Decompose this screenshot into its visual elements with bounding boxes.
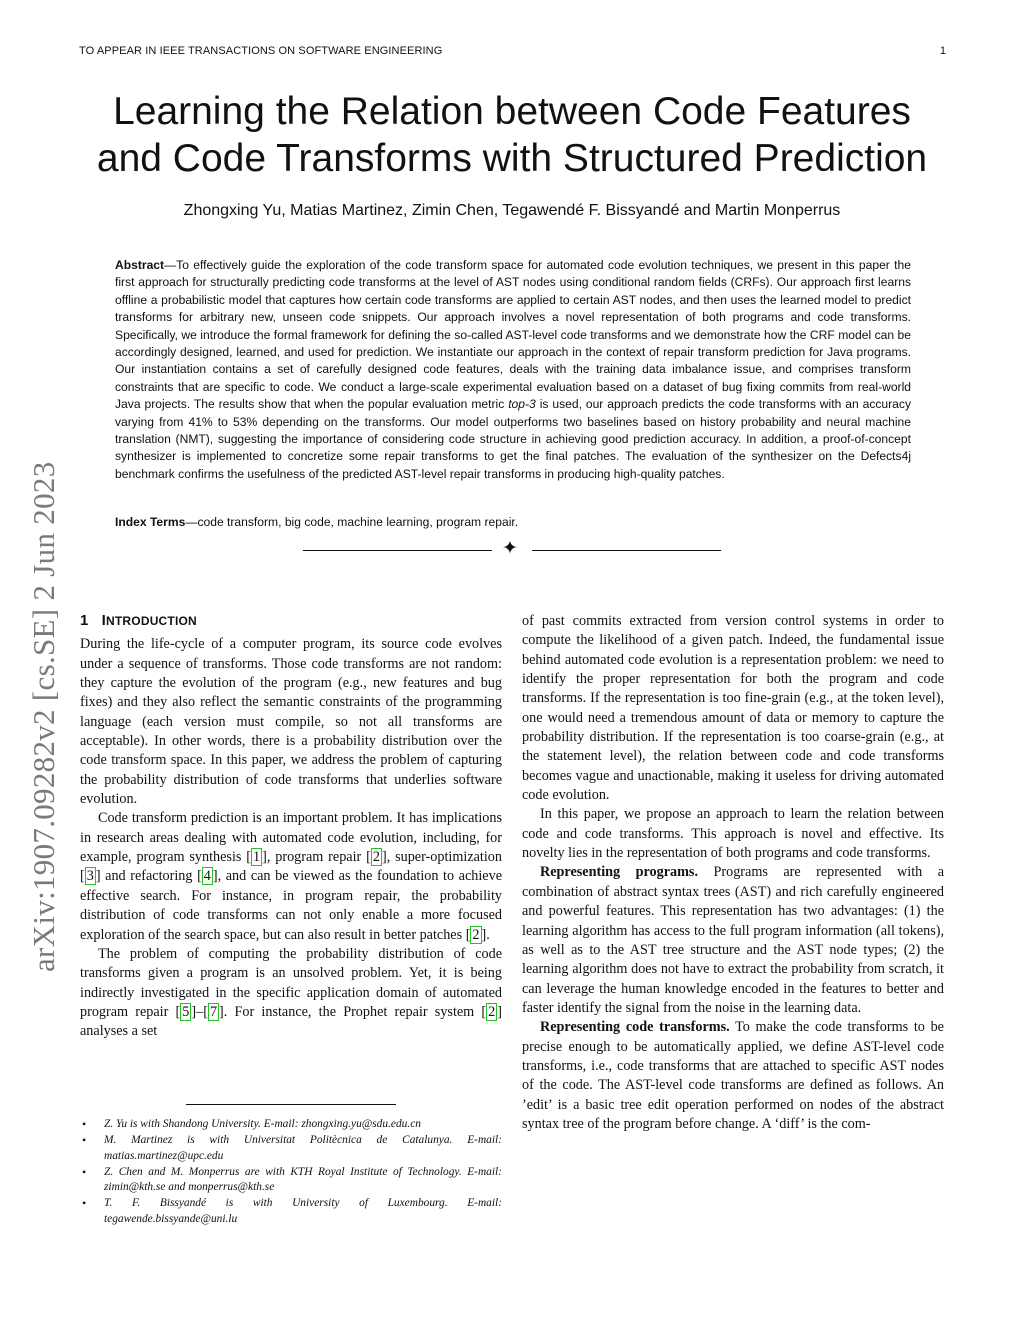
footnotes	[80, 1117, 502, 1228]
section-title-rest: NTRODUCTION	[106, 614, 197, 628]
footnote-item: • M. Martinez is with Universitat Politècnica de Catalunya. E-mail: matias.martinez@upc.edu	[82, 1133, 502, 1162]
title-line-2: and Code Transforms with Structured Prediction	[96, 137, 928, 180]
citation-link[interactable]: 5	[182, 1003, 190, 1020]
left-column	[80, 611, 502, 1042]
abstract-label: Abstract	[115, 258, 165, 272]
citation-link[interactable]: 4	[203, 868, 211, 885]
running-header-journal: TO APPEAR IN IEEE TRANSACTIONS ON SOFTWARE ENGINEERING	[79, 45, 443, 57]
footnote-item: • Z. Chen and M. Monperrus are with KTH Royal Institute of Technology. E-mail: zimin@kth.se and monperrus@kth.se	[82, 1164, 502, 1194]
index-terms	[115, 515, 911, 529]
intro-paragraph-4: of past commits extracted from version control systems in order to compute the likelihood of a given patch. Indeed, the fundamental issue behind automated code evolution is a representation problem: we need to identify the proper representation for both the program and code transforms. If the representation is too fine-grain (e.g., at the token level), one would need a tremendous amount of data or memory to capture the probability distribution. If the representation is too coarse-grain (e.g., at the statement level), the relation between code and code transforms becomes vague and unactionable, making it useless for driving automated code evolution.	[522, 613, 944, 804]
paragraph-heading: Representing programs.	[540, 864, 699, 881]
arxiv-identifier-stamp: arXiv:1907.09282v2 [cs.SE] 2 Jun 2023	[26, 461, 61, 972]
page-number: 1	[939, 45, 946, 57]
citation-link[interactable]: 2	[372, 849, 380, 866]
abstract-metric: top-3	[508, 397, 536, 412]
representing-transforms-paragraph: Representing code transforms. To make the code transforms to be precise enough to be automatically applied, we define AST-level code transforms, i.e., code transforms that are attached to specific AST nodes of the code. The AST-level code transforms are defined as follows. An ’edit’ is a basic tree edit operation performed on nodes of the abstract syntax tree of the program before change. A ‘diff’ is the com-	[522, 1019, 944, 1132]
bullet-icon: •	[82, 1164, 87, 1179]
citation-link[interactable]: 1	[253, 849, 261, 866]
abstract-text-2: is used, our approach predicts the code transforms with an accuracy varying from 41% to 53% depending on the transforms. Our model outperforms two baselines based on history probability and neural machine translation (NMT), suggesting the importance of considering code structure in achieving good prediction accuracy. In addition, a proof-of-concept synthesizer is implemented to concretize some repair transforms to get the final patches. The evaluation of the synthesizer on the Defects4j benchmark confirms the usefulness of the predicted AST-level repair transforms in producing high-quality patches.	[115, 397, 912, 481]
separator-line-left	[303, 550, 492, 551]
bullet-icon: •	[82, 1196, 87, 1211]
abstract-text-1: To effectively guide the exploration of the code transform space for automated code evolution techniques, we present in this paper the first approach for structurally predicting code transforms at the level of AST nodes using conditional random fields (CRFs). Our approach first learns offline a probabilistic model that captures how certain code transforms are applied to certain AST nodes, and then uses the learned model to predict transforms for arbitrary new, unseen code snippets. Our approach involves a novel representation of both programs and code transforms. Specifically, we introduce the formal framework for defining the so-called AST-level code transforms and we demonstrate how the CRF model can be accordingly designed, learned, and used for prediction. We instantiate our approach in the context of repair transform prediction for Java programs. Our instantiation contains a set of carefully designed code features, deals with the training data imbalance issue, and comprises transform constraints that are specific to code. We conduct a large-scale experimental evaluation based on a dataset of bug fixing commits from real-world Java projects. The results show that when the popular evaluation metric	[115, 258, 911, 412]
citation-link[interactable]: 2	[472, 926, 480, 943]
footnote-item: • T. F. Bissyandé is with University of Luxembourg. E-mail: tegawende.bissyande@uni.lu	[82, 1196, 502, 1225]
footnote-rule	[186, 1104, 396, 1105]
intro-paragraph-2: Code transform prediction is an important problem. It has implications in research areas dealing with automated code evolution, including, for example, program synthesis [ 1 ], program repair [ 2 ], super-optimization [ 3 ] and refactoring [ 4 ], and can be viewed as the foundation to achieve effective search. For instance, in program repair, the probability distribution of code transforms can not only enable a more focused exploration of the search space, but can also result in better patches [ 2 ].	[80, 810, 502, 943]
index-terms-dash: —	[185, 515, 198, 529]
abstract-dash: —	[164, 258, 177, 272]
intro-paragraph-3: The problem of computing the probability distribution of code transforms given a program is an unsolved problem. Yet, it is being indirectly investigated in the specific application domain of automated program repair [ 5 ]–[ 7 ]. For instance, the Prophet repair system [ 2 ] analyses a set	[80, 945, 502, 1040]
author-list: Zhongxing Yu, Matias Martinez, Zimin Chen, Tegawendé F. Bissyandé and Martin Monperrus	[183, 202, 841, 219]
separator-line-right	[532, 550, 721, 551]
paper-title	[60, 88, 964, 182]
right-column	[522, 612, 944, 1134]
section-heading	[80, 611, 502, 631]
index-terms-text: code transform, big code, machine learning, program repair.	[197, 515, 519, 529]
citation-link[interactable]: 2	[488, 1003, 496, 1020]
citation-link[interactable]: 3	[86, 868, 94, 885]
index-terms-label: Index Terms	[115, 515, 186, 529]
paragraph-heading: Representing code transforms.	[540, 1019, 730, 1036]
citation-link[interactable]: 7	[209, 1003, 218, 1020]
title-line-1: Learning the Relation between Code Features	[113, 90, 911, 133]
separator-star-icon: ✦	[502, 538, 518, 559]
bullet-icon: •	[82, 1133, 87, 1148]
abstract	[115, 257, 911, 483]
representing-programs-paragraph: Representing programs. Programs are represented with a combination of abstract syntax trees (AST) and rich carefully engineered and powerful features. This representation has two advantages: (1) the learning algorithm has access to the full program information (all tokens), as well as to the AST tree structure and the AST node types; (2) the learning algorithm does not have to extract the probability from scratch, it can leverage the human knowledge encoded in the features to better and faster identify the signal from the noise in the learning data.	[522, 864, 944, 1016]
section-title-initial: I	[101, 612, 107, 629]
intro-paragraph-1: During the life-cycle of a computer program, its source code evolves under a sequence of transforms. Those code transforms are not random: they capture the evolution of the program (e.g., new features and bug fixes) and they also reflect the semantic constraints of the programming language (each version must compile, so not all transforms are acceptable). In other words, there is a probability distribution over the code transform space. In this paper, we address the problem of capturing the probability distribution of code transforms that underlies software evolution.	[80, 636, 502, 808]
bullet-icon: •	[82, 1117, 87, 1131]
section-number: 1	[80, 612, 89, 629]
intro-paragraph-5: In this paper, we propose an approach to learn the relation between code and code transforms. This approach is novel and effective. Its novelty lies in the representation of both programs and code transforms.	[522, 806, 944, 862]
footnote-item: • Z. Yu is with Shandong University. E-mail: zhongxing.yu@sdu.edu.cn	[82, 1117, 421, 1131]
